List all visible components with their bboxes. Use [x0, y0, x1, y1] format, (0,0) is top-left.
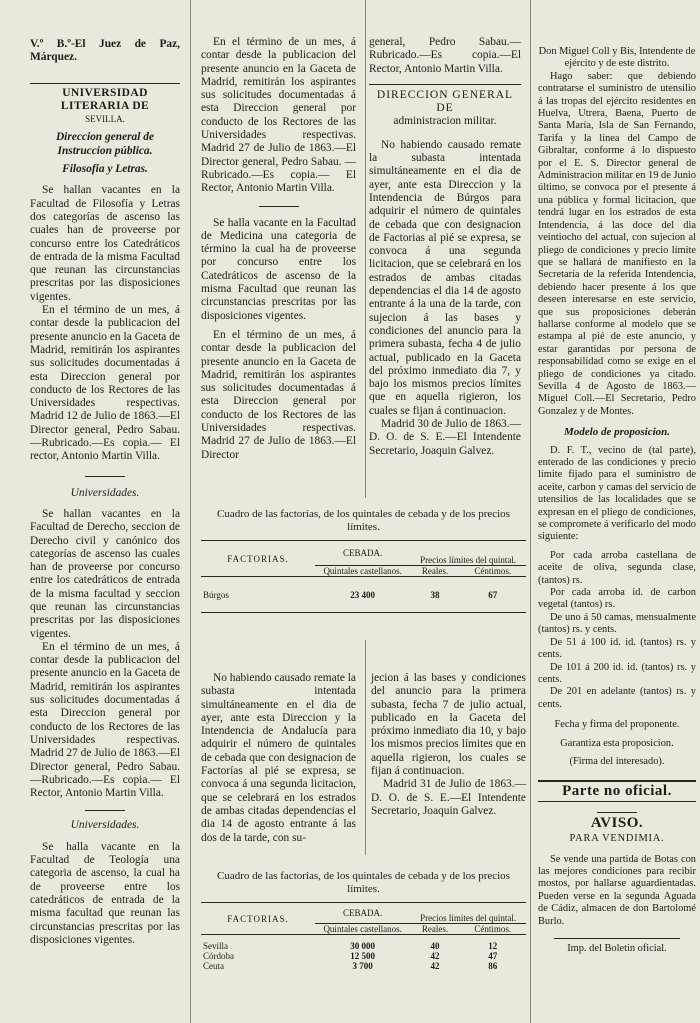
header-quintales: Quintales castellanos. — [323, 924, 402, 934]
divider — [85, 476, 125, 477]
list-item: Garantiza esta proposicion. — [560, 737, 674, 749]
table-row — [201, 951, 526, 961]
divider — [30, 83, 180, 84]
university-city: SEVILLA. — [85, 114, 125, 125]
header-precios: Precios límites del quintal. — [420, 913, 517, 923]
mid-right — [371, 672, 526, 818]
imprint: Imp. del Boletin oficial. — [567, 943, 667, 954]
paragraph: En el término de un mes, á contar desde la publicacion del presente anuncio en la Gaceta de Madrid, remitirán los aspirantes sus solicitudes documentadas á esta Direccion general por conducto de los Rectores de las Universidades respectivas. Madrid 12 de Julio de 1863.—El Director general, Pedro Sabau. —Rubricado.—Es copia.— El rector, Antonio Martin Villa. — [30, 304, 180, 463]
header-reales: Reales. — [421, 924, 449, 934]
paragraph: No habiendo causado remate la subasta intentada simultáneamente en el dia de ayer, ante esta Direccion y la Intendencia de Búrgos para adquirir el número de quintales de cebada que con designacion de Factorias al pié se expresa, se convoca á una segunda licitacion, que se celebrará en los estrados de ambas citadas dependencias el dia 14 de agosto entrante á la una de la tarde, con sujecion á las bases y condiciones del anuncio para la primera subasta, fecha 4 de julio actual, publicado en la Gaceta del próximo inmediato dia 7, y bajo los mismos precios límites que en aquella rigieron, los cuales se fijan á continuacion. — [369, 138, 521, 417]
table-1 — [201, 508, 526, 613]
divider — [597, 812, 637, 813]
column-separator — [365, 640, 366, 855]
column-separator — [190, 0, 191, 1023]
list-item: De uno á 50 camas, mensualmente (tantos) rs. y cents. — [538, 611, 696, 636]
column-1 — [30, 0, 180, 947]
cell-factoria: Sevilla — [203, 941, 228, 951]
header-centimos: Céntimos. — [474, 566, 512, 576]
divider — [554, 938, 680, 939]
university-heading: UNIVERSIDAD LITERARIA DE — [60, 86, 150, 112]
section-heading: Universidades. — [70, 486, 140, 499]
divider — [85, 810, 125, 811]
table-title: Cuadro de las factorías, de los quintales de cebada y de los precios límites. — [217, 508, 510, 533]
divider — [369, 84, 521, 85]
column-4 — [538, 0, 696, 955]
header-quintales: Quintales castellanos. — [323, 566, 402, 576]
header-precios: Precios límites del quintal. — [420, 555, 517, 565]
cell-factoria: Córdoba — [203, 951, 234, 961]
list-item: Por cada arroba id. de carbon vegetal (tantos) rs. — [538, 587, 696, 611]
paragraph: D. F. T., vecino de (tal parte), enterado de las condiciones y precio límite fijado para el suministro de aceite, carbon y camas del servicio de utensilios de las localidades que se expresan en el pliego de condiciones, se compromete á verificarlo del modo siguiente: — [538, 444, 696, 543]
paragraph: Se halla vacante en la Facultad de Teología una categoria de ascenso, la cual ha de proveerse entre los catedráticos de entrada de la misma facultad que reunan las circunstancias prescritas por las disposiciones vigentes. — [30, 840, 180, 946]
table-title: Cuadro de las factorías, de los quintales de cebada y de los precios límites. — [217, 870, 510, 895]
paragraph: En el término de un mes, á contar desde la publicacion del presente anuncio en la Gaceta de Madrid, remitirán los aspirantes sus solicitudes documentadas á esta Direccion general por conducto de los Rectores de las Universidades respectivas. Madrid 27 de Julio de 1863.—El Director — [201, 328, 356, 461]
paragraph: general, Pedro Sabau.—Rubricado.—Es copia.—El Rector, Antonio Martin Villa. — [369, 36, 521, 75]
column-3 — [369, 0, 521, 458]
cell-reales: 42 — [430, 951, 440, 961]
unofficial-heading: Parte no oficial. — [562, 783, 672, 800]
cell-factoria: Búrgos — [203, 589, 229, 600]
cell-quintales: 3 700 — [352, 961, 373, 971]
list-item: De 51 á 100 id. id. (tantos) rs. y cents. — [538, 636, 696, 661]
header-factorias: FACTORIAS. — [227, 553, 289, 564]
list-item: Por cada arroba castellana de aceite de oliva, segunda clase, (tantos) rs. — [538, 549, 696, 586]
divider — [259, 206, 299, 207]
paragraph: Madrid 30 de Julio de 1863.—D. O. de S. E.—El Intendente Secretario, Joaquin Galvez. — [369, 418, 521, 457]
header-centimos: Céntimos. — [474, 924, 512, 934]
paragraph: Hago saber: que debiendo contratarse el suministro de utensilio á las tropas del ejército residentes en Huelva, Utrera, Baena, Puerto de Santa María, Isla de San Fernando, Tarifa y la línea del Campo de Gibraltar, conforme á lo dispuesto por el E. S. Director general de Administracion militar en 19 de Junio último, se convoca por el presente á una pública y formal licitacion, que tendrá lugar en los estrados de esta Intendencia, á las doce del dia veintiocho del actual, con sujecion al pliego de condiciones y precio límite que se hallará de manifiesto en la Secretaría de la referida Intendencia, debiendo hacer presente á los que deseen interesarse en este servicio, que sus proposiciones deberán hallarse conforme al modelo que se estampa al pié de este anuncio, y estar garantidas por persona de responsabilidad como se exige en el pliego de condiciones ya citado. Sevilla 4 de Agosto de 1863.—Miguel Coll.—El Secretario, Pedro Gonzalez y de Montes. — [538, 70, 696, 417]
table-row — [201, 935, 526, 952]
aviso-subheading: PARA VENDIMIA. — [569, 833, 665, 845]
direction-heading: DIRECCION GENERAL DE — [376, 88, 514, 115]
header-reales: Reales. — [421, 566, 449, 576]
cell-quintales: 23 400 — [350, 589, 376, 600]
cell-centimos: 86 — [488, 961, 498, 971]
paragraph: jecion á las bases y condiciones del anuncio para la primera subasta, fecha 7 de julio actual, publicado en la Gaceta del próximo inmediato dia 10, y bajo los mismos precios límites que en aquella rigieron, los cuales se fijan á continuacion. — [371, 672, 526, 778]
vb-signature: V.º B.º-El Juez de Paz, Márquez. — [30, 38, 180, 64]
cell-factoria: Ceuta — [203, 961, 224, 971]
list-item: De 201 en adelante (tantos) rs. y cents. — [538, 686, 696, 710]
paragraph: Don Miguel Coll y Bis, Intendente de ejército y de este distrito. — [538, 46, 696, 70]
unofficial-banner — [538, 780, 696, 801]
cell-quintales: 30 000 — [350, 941, 376, 951]
paragraph: En el término de un mes, á contar desde la publicacion del presente anuncio en la Gaceta de Madrid, remitirán los aspirantes sus solicitudes documentadas á esta Direccion general por conducto de los Rectores de las Universidades respectivas. Madrid 27 de Julio de 1863.—El Director general, Pedro Sabau. —Rubricado.—Es copia.— El Rector, Antonio Martin Villa. — [30, 640, 180, 800]
paragraph: En el término de un mes, á contar desde la publicacion del presente anuncio en la Gaceta de Madrid, remitirán los aspirantes sus solicitudes documentadas á esta Direccion general por conducto de los Rectores de las Universidades respectivas. Madrid 27 de Julio de 1863.—El Director general, Pedro Sabau. —Rubricado.—Es copia.— El Rector, Antonio Martin Villa. — [201, 36, 356, 195]
paragraph: No habiendo causado remate la subasta intentada simultáneamente en el dia de ayer, ante esta Direccion y la Intendencia de Andalucía para adquirir el número de quintales de cebada que con designacion de Factorías al pié se expresa, se convoca á una segunda licitacion, que se celebrará en los estrados de ambas citadas dependencias el dia 14 de agosto entrante á las dos de la tarde, con su- — [201, 672, 356, 844]
list-item: (Firma del interesado). — [569, 755, 665, 767]
list-item: De 101 á 200 id. id. (tantos) rs. y cents. — [538, 661, 696, 685]
paragraph: Se hallan vacantes en la Facultad de Filosofía y Letras dos categorías de ascenso las cuales han de proveerse por concurso entre los Catedráticos de entrada de la misma Facultad que reunan las circunstancias prescritas por las disposiciones vigentes. — [30, 184, 180, 303]
cell-reales: 42 — [430, 961, 440, 971]
cell-reales: 40 — [430, 941, 440, 951]
header-factorias: FACTORIAS. — [227, 913, 289, 924]
column-2 — [201, 0, 356, 462]
paragraph: Se vende una partida de Botas con las mejores condiciones para recibir mostos, por hallarse aguardientadas. Pueden verse en la segunda Aguada de Cádiz, almacen de don Bartolomé Burlo. — [538, 853, 696, 927]
column-separator — [530, 0, 531, 1023]
mid-left — [201, 672, 356, 845]
header-cebada: CEBADA. — [343, 548, 383, 558]
table-row — [201, 577, 526, 613]
paragraph: Se hallan vacantes en la Facultad de Derecho, seccion de Derecho civil y canónico dos categorías de ascenso las cuales han de proveerse por concurso entre los catedráticos de entrada de la misma facultad y seccion que reunan las circunstancias prescritas por las disposiciones vigentes. — [30, 507, 180, 640]
paragraph: Madrid 31 de Julio de 1863.—D. O. de S. E.—El Intendente Secretario, Joaquin Galvez. — [371, 778, 526, 817]
model-heading: Modelo de proposicion. — [563, 426, 671, 439]
cell-centimos: 67 — [488, 589, 498, 600]
paragraph: Se halla vacante en la Facultad de Medicina una categoria de término la cual ha de proveerse por concurso entre los Catedráticos de ascenso de la misma Facultad que reunan las circunstancias prescritas por las disposiciones vigentes. — [201, 216, 356, 322]
aviso-heading: AVISO. — [590, 814, 644, 831]
list-item: Fecha y firma del proponente. — [554, 719, 680, 731]
column-separator — [365, 0, 366, 498]
cell-centimos: 12 — [488, 941, 498, 951]
section-heading: Universidades. — [70, 819, 140, 832]
factory-table — [201, 540, 526, 613]
direction-heading: Direccion general de Instruccion pública. — [55, 131, 155, 157]
table-row — [201, 961, 526, 971]
cell-reales: 38 — [430, 589, 440, 600]
faculty-heading: Filosofia y Letras. — [62, 163, 148, 176]
factory-table — [201, 902, 526, 971]
header-cebada: CEBADA. — [343, 908, 383, 918]
cell-quintales: 12 500 — [350, 951, 376, 961]
table-2 — [201, 870, 526, 971]
direction-subheading: administracion militar. — [393, 115, 497, 128]
cell-centimos: 47 — [488, 951, 498, 961]
